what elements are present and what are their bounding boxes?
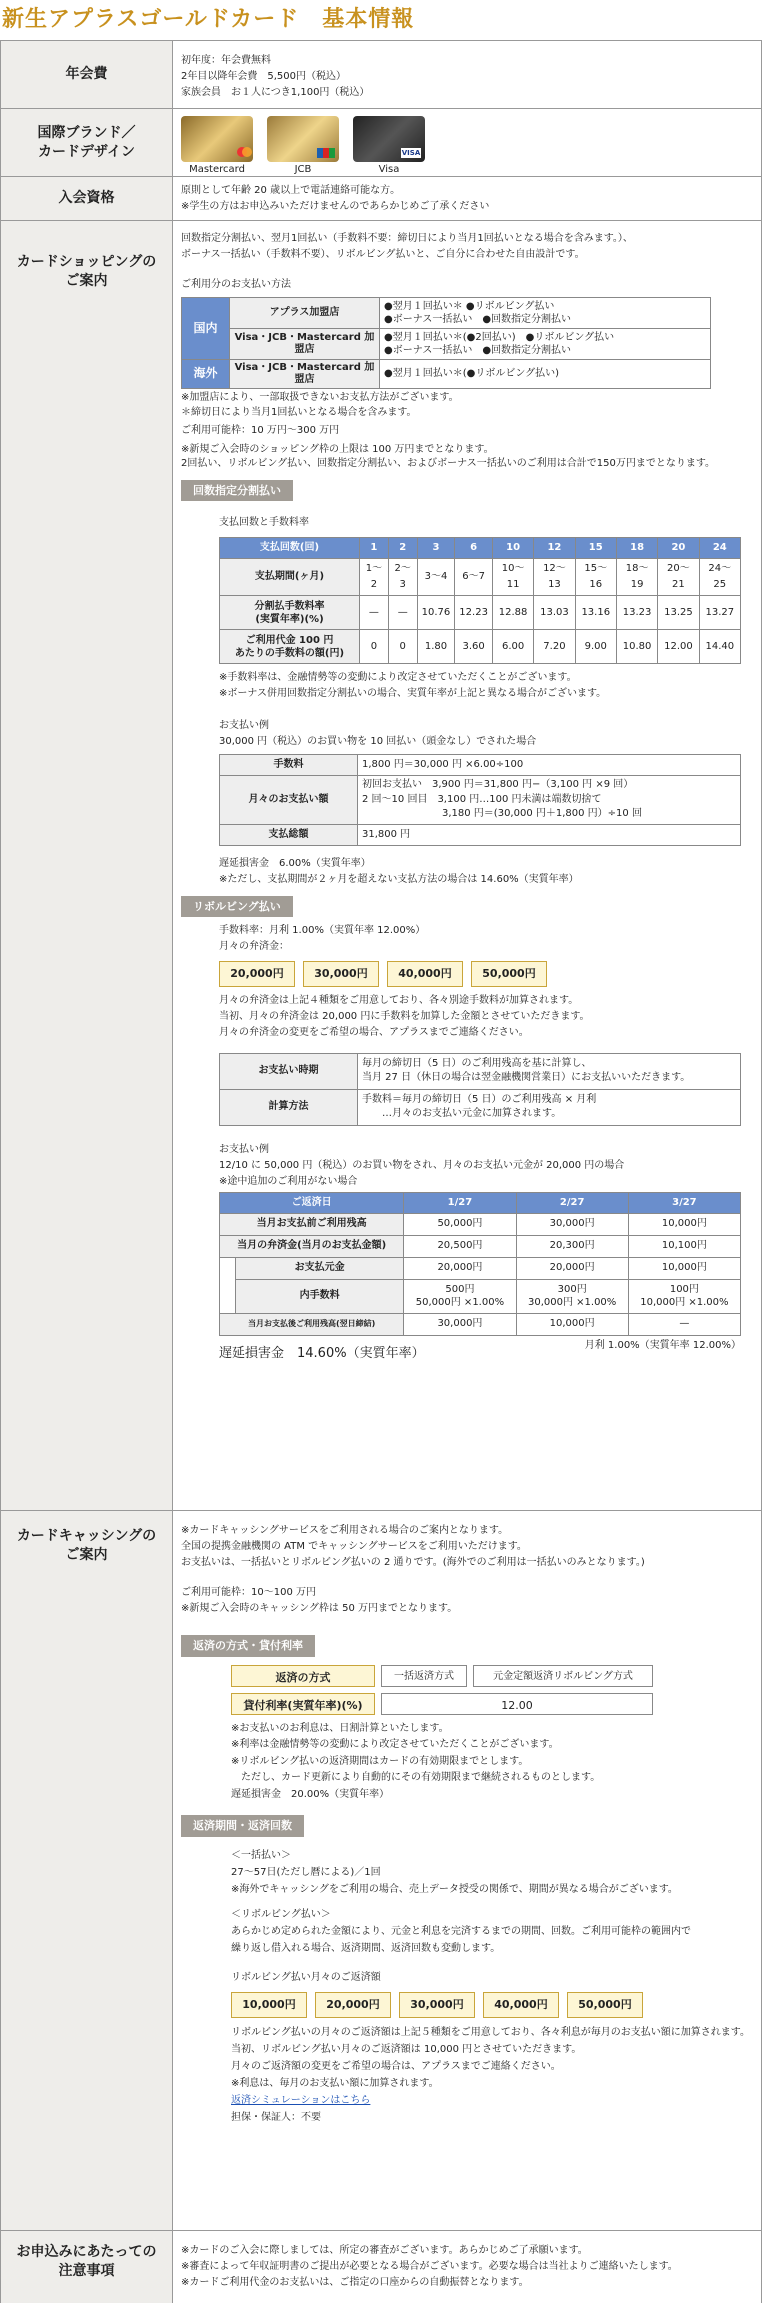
notice-label: お申込みにあたっての 注意事項 [1, 2231, 173, 2303]
repay-period-section-bar: 返済期間・返済回数 [181, 1815, 304, 1837]
qual-line: 原則として年齢 20 歳以上で電話連絡可能な方。 [181, 185, 401, 196]
brand-label-line: カードデザイン [37, 143, 136, 160]
qual-line: ※学生の方はお申込みいただけませんのであらかじめご了承ください [181, 201, 490, 212]
store-type: Visa・JCB・Mastercard 加盟店 [230, 360, 380, 389]
card-visa [353, 116, 425, 175]
brand-label-line: 国際ブランド／ [37, 124, 136, 141]
cash-repay-chip: 30,000円 [399, 1992, 475, 2019]
repayment-chip: 50,000円 [471, 961, 547, 987]
repayment-chip: 30,000円 [303, 961, 379, 987]
methods-title: ご利用分のお支払い方法 [181, 279, 291, 290]
installment-example-table: 手数料 1,800 円＝30,000 円 ×6.00÷100 月々のお支払い額 初回お支払い 3,900 円＝31,800 円−（3,100 円 ×9 回） 2 回〜10 回目 3,100 円…100 円未満は端数切捨て 3,180 円＝(30,000 円＋1,800 円）÷10 回 支払総額 31,800 円 [219, 754, 741, 846]
cash-repay-chip: 10,000円 [231, 1992, 307, 2019]
repay-method-option: 元金定額返済リボルビング方式 [473, 1665, 653, 1687]
repay-method-label: 返済の方式 [231, 1665, 375, 1687]
revolving-info-table: お支払い時期 毎月の締切日（5 日）のご利用残高を基に計算し、 当月 27 日（休日の場合は翌金融機関営業日）にお支払いいただきます。 計算方法 手数料＝毎月の締切日（5 日）のご利用残高 × 月利 …月々のお支払い元金に加算されます。 [219, 1053, 741, 1126]
page-title: 新生アプラスゴールドカード 基本情報 [2, 7, 415, 32]
annual-fee-line: 家族会員 お１人につき1,100円（税込） [181, 87, 370, 98]
qualification-row [1, 177, 761, 221]
card-mastercard [181, 116, 253, 175]
brand-row [1, 109, 761, 177]
cash-repay-chip: 20,000円 [315, 1992, 391, 2019]
brand-label [1, 109, 173, 176]
cash-repay-chip: 50,000円 [567, 1992, 643, 2019]
domestic-label: 国内 [182, 298, 230, 360]
cash-repay-chip: 40,000円 [483, 1992, 559, 2019]
cashing-row: カードキャッシングの ご案内 ※カードキャッシングサービスをご利用される場合のご案内となります。 全国の提携金融機関の ATM でキャッシングサービスをご利用いただけます。 お支払いは、一括払いとリボルビング払いの 2 通りです。(海外でのご利用は一括払いのみとなります。) ご利用可能枠：10〜100 万円 ※新規ご入会時のキャッシング枠は 50 万円までとなります。 返済の方式・貸付利率 返済の方式 一括返済方式 元金定額返済リボルビング方式 貸付利率(実質年率)(%) 12.00 ※お支払いのお利息は、日割計算といたします。 ※利率は金融情勢等の変動により改定させていただくことがございます。 ※リボルビング払いの返済期間はカードの有効期限までとします。 ただし、カード更新により自動的にその有効期限まで継続されるものとします。 遅延損害金 20.00%（実質年率） 返済期間・返済回数 ＜一括払い＞ 27〜57日(ただし暦による)／1回 ※海外でキャッシングをご利用の場合、売上データ授受の関係で、期間が異なる場合がございます。 ＜リボルビング払い＞ あらかじめ定められた金額により、元金と利息を完済するまでの期間、回数。ご利用可能枠の範囲内で 繰り返し借入れる場合、返済期間、返済回数も変動します。 リボルビング払い月々のご返済額 10,000円 20,000円 30,000円 40,000円 50,000円 リボルビング払いの月々のご返済額は上記５種類をご用意しており、各々利息が毎月のお支払い額に加算されます。 当初、リボルビング払い月々のご返済額は 10,000 円とさせていただきます。 月々のご返済額の変更をご希望の場合は、アプラスまでご連絡ください。 ※利息は、毎月のお支払い額に加算されます。 返済シミュレーションはこちら 担保・保証人：不要 [1, 1511, 761, 2231]
card-name: JCB [294, 164, 312, 175]
annual-fee-label: 年会費 [1, 41, 173, 108]
repay-method-option: 一括返済方式 [381, 1665, 467, 1687]
revolving-section-bar: リボルビング払い [181, 896, 293, 918]
installment-rate-table: 支払回数(回) 1 2 3 6 10 12 15 18 20 24 支払期間(ヶ月) 1〜2 2〜3 3〜4 6〜7 10〜11 12〜13 15〜16 18〜19 20〜21 24〜25 分割払手数料率 (実質年率)(%) — — 10.76 12.23 12.88 13.03 13.16 13.23 13.25 13.27 ご利用代金 100 円 あたりの手数料の額(円) 0 0 1.80 3.60 6.00 7.20 9.00 10.80 12.00 14.40 [219, 537, 741, 664]
overseas-label: 海外 [182, 360, 230, 389]
shop-intro: ボーナス一括払い（手数料不要）、リボルビング払いと、ご自分に合わせた自由設計です。 [181, 249, 585, 260]
repayment-chip: 20,000円 [219, 961, 295, 987]
cashing-label: カードキャッシングの ご案内 [1, 1511, 173, 2230]
repayment-chip: 40,000円 [387, 961, 463, 987]
shopping-row: カードショッピングの ご案内 回数指定分割払い、翌月1回払い（手数料不要：締切日により当月1回払いとなる場合を含みます。）、 ボーナス一括払い（手数料不要）、リボルビング払いと、ご自分に合わせた自由設計です。 ご利用分のお支払い方法 国内 アプラス加盟店 ●翌月１回払い＊ ●リボルビング払い ●ボーナス一括払い ●回数指定分割払い Visa・JCB・Mastercard 加盟店 ●翌月１回払い＊(●2回払い) ●リボルビング払い ●ボーナス一括払い ●回数指定分割払い 海外 Visa・JCB・Mastercard 加盟店 ●翌月１回払い＊(●リボルビング払い) ※加盟店により、一部取扱できないお支払方法がございます。 ＊締切日により当月1回払いとなる場合を含みます。 ご利用可能枠：10 万円〜300 万円 ※新規ご入会時のショッピング枠の上限は 100 万円までとなります。 2回払い、リボルビング払い、回数指定分割払い、およびボーナス一括払いのご利用は合計で150万円までとなります。 回数指定分割払い 支払回数と手数料率 支払回数(回) 1 2 3 6 10 12 15 18 20 24 支払期間(ヶ月) 1〜2 2〜3 3〜4 6〜7 10〜11 12〜13 15〜16 18〜19 20〜21 24〜25 分割払手数料率 (実質年率)(%) — — 10.76 12.23 12.88 13.03 13.16 13.23 13.25 13.27 ご利用代金 100 円 あたりの手数料の額(円) 0 0 1.80 3.60 6.00 7.20 9.00 10.80 12.00 14.40 ※手数料率は、金融情勢等の変動により改定させていただくことがございます。 ※ボーナス併用回数指定分割払いの場合、実質年率が上記と異なる場合がございます。 お支払い例 30,000 円（税込）のお買い物を 10 回払い（頭金なし）でされた場合 手数料 1,800 円＝30,000 円 ×6.00÷100 月々のお支払い額 初回お支払い 3,900 円＝31,800 円−（3,100 円 ×9 回） 2 回〜10 回目 3,100 円…100 円未満は端数切捨て 3,180 円＝(30,000 円＋1,800 円）÷10 回 支払総額 31,800 円 遅延損害金 6.00%（実質年率） ※ただし、支払期間が２ヶ月を超えない支払方法の場合は 14.60%（実質年率） リボルビング払い 手数料率：月利 1.00%（実質年率 12.00%） 月々の弁済金： 20,000円 30,000円 40,000円 50,000円 月々の弁済金は上記４種類をご用意しており、各々別途手数料が加算されます。 当初、月々の弁済金は 20,000 円に手数料を加算した金額とさせていただきます。 月々の弁済金の変更をご希望の場合、アプラスまでご連絡ください。 お支払い時期 毎月の締切日（5 日）のご利用残高を基に計算し、 当月 27 日（休日の場合は翌金融機関営業日）にお支払いいただきます。 計算方法 手数料＝毎月の締切日（5 日）のご利用残高 × 月利 …月々のお支払い元金に加算されます。 お支払い例 12/10 に 50,000 円（税込）のお買い物をされ、月々のお支払い元金が 20,000 円の場合 ※途中追加のご利用がない場合 ご返済日 1/27 2/27 3/27 当月お支払前ご利用残高 50,000円 30,000円 10,000円 当月の弁済金(当月のお支払金額) 20,500円 20,300円 10,100円 お支払元金 20,000円 20,000円 10,000円 内手数料 500円 50,000円 ×1.00% 300円 30,000円 ×1.00% 100円 10,000円 ×1.00% 当月お支払後ご利用残高(翌日締結) 30,000円 10,000円 — 遅延損害金 14.60%（実質年率） 月利 1.00%（実質年率 12.00%） [1, 221, 761, 1511]
mastercard-card-icon [181, 116, 253, 162]
cashing-rate-section-bar: 返済の方式・貸付利率 [181, 1635, 315, 1657]
loan-rate-value: 12.00 [381, 1693, 653, 1715]
loan-rate-label: 貸付利率(実質年率)(%) [231, 1693, 375, 1715]
jcb-card-icon [267, 116, 339, 162]
store-type: アプラス加盟店 [230, 298, 380, 329]
qualification-label: 入会資格 [1, 177, 173, 220]
repayment-simulation-link[interactable]: 返済シミュレーションはこちら [231, 2095, 371, 2107]
revolving-example-table: ご返済日 1/27 2/27 3/27 当月お支払前ご利用残高 50,000円 30,000円 10,000円 当月の弁済金(当月のお支払金額) 20,500円 20,300円 10,100円 お支払元金 20,000円 20,000円 10,000円 内手数料 500円 50,000円 ×1.00% 300円 30,000円 ×1.00% 100円 10,000円 ×1.00% 当月お支払後ご利用残高(翌日締結) 30,000円 10,000円 — [219, 1192, 741, 1336]
annual-fee-line: 初年度：年会費無料 [181, 55, 271, 66]
shopping-label: カードショッピングの ご案内 [1, 221, 173, 1510]
visa-card-icon: VISA [353, 116, 425, 162]
card-name: Mastercard [189, 164, 245, 175]
notice-row: お申込みにあたっての 注意事項 ※カードのご入会に際しましては、所定の審査がございます。あらかじめご了承願います。 ※審査によって年収証明書のご提出が必要となる場合がございます。必要な場合は当社よりご連絡いたします。 ※カードご利用代金のお支払いは、ご指定の口座からの自動振替となります。 [1, 2231, 761, 2303]
annual-fee-row [1, 41, 761, 109]
card-name: Visa [378, 164, 400, 175]
card-jcb [267, 116, 339, 175]
store-type: Visa・JCB・Mastercard 加盟店 [230, 329, 380, 360]
payment-method-table: 国内 アプラス加盟店 ●翌月１回払い＊ ●リボルビング払い ●ボーナス一括払い ●回数指定分割払い Visa・JCB・Mastercard 加盟店 ●翌月１回払い＊(●2回払い) ●リボルビング払い ●ボーナス一括払い ●回数指定分割払い 海外 Visa・JCB・Mastercard 加盟店 ●翌月１回払い＊(●リボルビング払い) [181, 297, 711, 389]
shop-intro: 回数指定分割払い、翌月1回払い（手数料不要：締切日により当月1回払いとなる場合を含みます。）、 [181, 233, 633, 244]
info-table [0, 40, 762, 2303]
annual-fee-line: 2年目以降年会費 5,500円（税込） [181, 71, 346, 82]
installment-section-bar: 回数指定分割払い [181, 480, 293, 502]
